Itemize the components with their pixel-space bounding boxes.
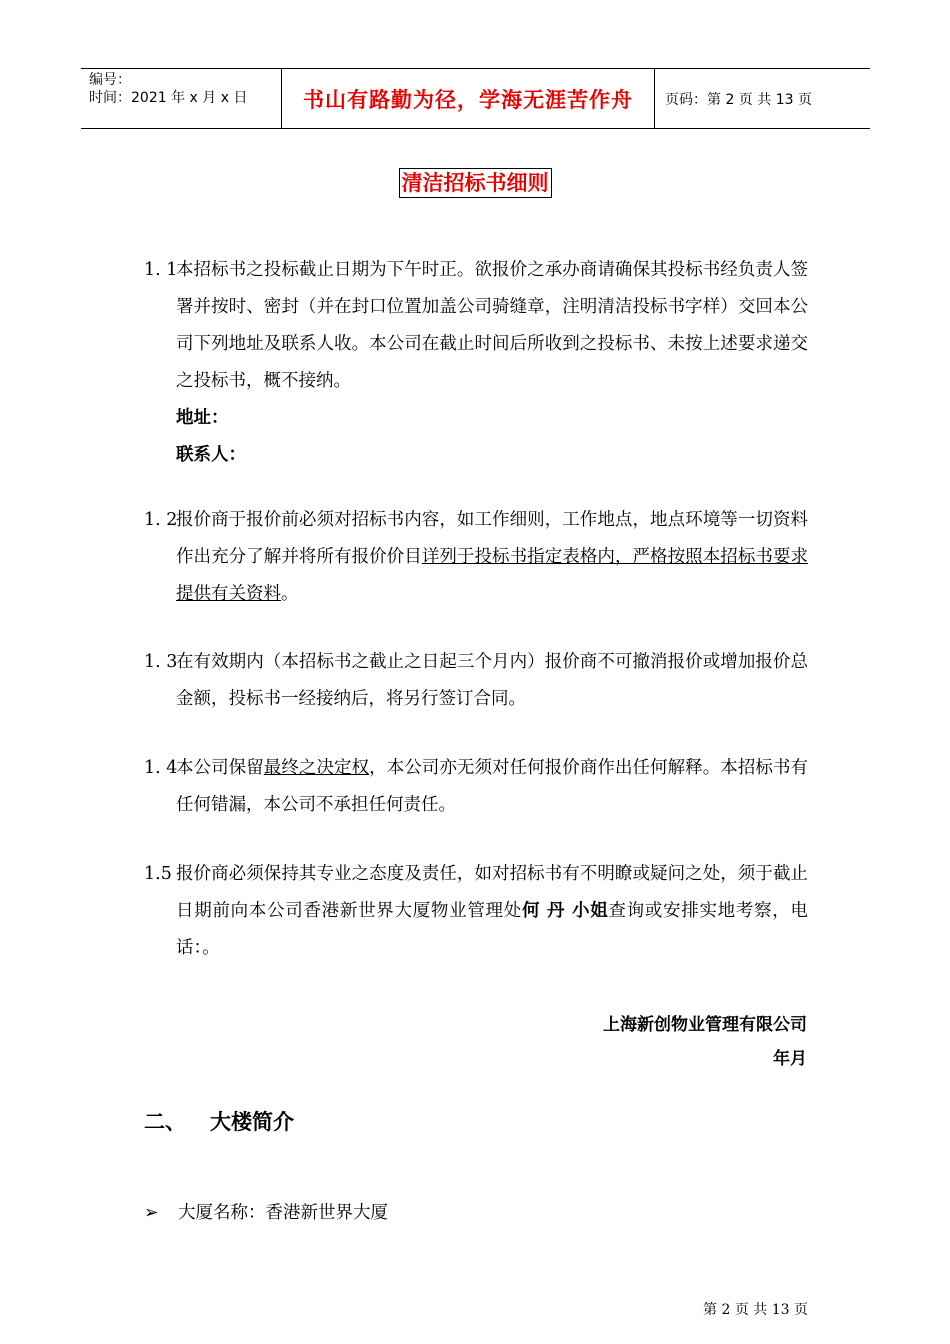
bullet-text: 大厦名称：香港新世界大厦 [178, 1203, 388, 1223]
document-title-wrap [0, 168, 950, 198]
clause-number: 1. 2 [144, 510, 178, 530]
arrow-bullet-icon: ➢ [144, 1203, 159, 1223]
clause-number: 1. 4 [144, 758, 178, 778]
clause-text-part: 查询或安排实地考察，电话：。 [176, 901, 809, 958]
page-header [81, 68, 870, 129]
bullet-item [144, 1198, 388, 1228]
header-motto: 书山有路勤为径，学海无涯苦作舟 [281, 69, 655, 128]
address-label: 地址： [176, 408, 229, 428]
clause-text-part: 报价商于报价前必须对招标书内容，如工作细则，工作地点，地点环境等一切资料作出充分了解并将所有报价价目 [176, 510, 808, 567]
clause-underlined-text: 详列于投标书指定表格内，严格按照本招标书要求提供有关资料 [176, 547, 809, 604]
section-title: 大楼简介 [210, 1110, 294, 1134]
page-footer: 第 2 页 共 13 页 [703, 1302, 808, 1318]
clause-text [176, 502, 808, 613]
clause-1-2 [144, 502, 808, 613]
header-meta [81, 69, 281, 128]
clause-number: 1. 1 [144, 260, 178, 280]
header-page-number: 页码：第 2 页 共 13 页 [665, 91, 812, 108]
clause-text: 本招标书之投标截止日期为下午时正。欲报价之承办商请确保其投标书经负责人签署并按时、密封（并在封口位置加盖公司骑缝章，注明清洁投标书字样）交回本公司下列地址及联系人收。本公司在截止时间后所收到之投标书、未按上述要求递交之投标书，概不接纳。 [176, 260, 808, 391]
clause-underlined-text: 最终之决定权 [263, 758, 370, 778]
clause-1-4 [144, 750, 808, 824]
clause-text-part: ，本公司亦无须对任何报价商作出任何解释。本招标书有任何错漏，本公司不承担任何责任。 [176, 758, 809, 815]
clause-1-3 [144, 644, 808, 718]
clause-text-part: 本公司保留 [176, 758, 264, 778]
contact-person-name: 何 丹 小姐 [521, 901, 609, 921]
section-number: 二、 [144, 1110, 186, 1134]
clause-1-1 [144, 252, 808, 474]
clause-number: 1. 3 [144, 652, 178, 672]
clause-1-5 [144, 856, 808, 967]
clause-text: 在有效期内（本招标书之截止之日起三个月内）报价商不可撤消报价或增加报价总金额，投标书一经接纳后，将另行签订合同。 [176, 652, 808, 709]
signature-date: 年月 [773, 1049, 807, 1069]
header-time: 时间：2021 年 x 月 x 日 [89, 90, 248, 106]
section-heading [144, 1106, 294, 1136]
contact-label: 联系人： [176, 445, 246, 465]
header-code: 编号： [89, 72, 131, 88]
clause-text-part: 报价商必须保持其专业之态度及责任，如对招标书有不明瞭或疑问之处，须于截止日期前向本公司香港新世界大厦物业管理处 [176, 864, 808, 921]
signature-company: 上海新创物业管理有限公司 [603, 1015, 807, 1035]
clause-text [176, 856, 808, 967]
document-title: 清洁招标书细则 [399, 168, 552, 198]
clause-number: 1.5 [144, 864, 172, 884]
clause-text [176, 750, 808, 824]
clause-text-part: 。 [281, 584, 299, 604]
